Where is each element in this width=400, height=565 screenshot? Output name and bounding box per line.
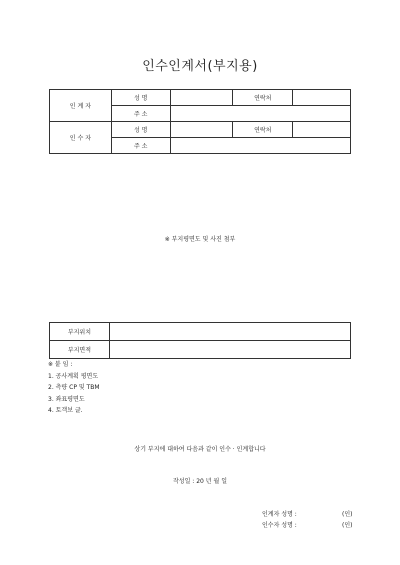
attachment-item: 1. 공사계획 평면도 bbox=[48, 372, 99, 380]
site-location-label: 부지위치 bbox=[50, 323, 110, 341]
site-location-value[interactable] bbox=[109, 323, 350, 341]
giver-label: 인 계 자 bbox=[50, 90, 112, 122]
receiver-signature-label: 인수자 성명 : bbox=[262, 522, 297, 529]
giver-address-value[interactable] bbox=[170, 106, 350, 122]
site-area-value[interactable] bbox=[109, 341, 350, 359]
receiver-address-value[interactable] bbox=[170, 138, 350, 154]
giver-signature-line bbox=[262, 509, 353, 518]
giver-contact-label: 연락처 bbox=[233, 90, 293, 106]
site-area-label: 부지면적 bbox=[50, 341, 110, 359]
receiver-name-value[interactable] bbox=[170, 122, 233, 138]
attachment-item: 2. 측량 CP 및 TBM bbox=[48, 384, 100, 391]
attachments-heading: ※ 붙 임 : bbox=[48, 361, 73, 368]
attachments bbox=[48, 359, 100, 417]
photo-attachment-note: ※ 부지평면도 및 사진 첨부 bbox=[164, 236, 236, 243]
receiver-seal-mark: (인) bbox=[342, 522, 353, 529]
attachment-item: 3. 좌표평면도 bbox=[48, 395, 85, 403]
document-title: 인수인계서(부지용) bbox=[142, 59, 258, 74]
giver-address-label: 주 소 bbox=[111, 106, 170, 122]
attachment-item: 4. 토객보 글. bbox=[48, 407, 83, 414]
receiver-contact-value[interactable] bbox=[293, 122, 351, 138]
site-table bbox=[49, 322, 351, 359]
receiver-address-label: 주 소 bbox=[111, 138, 170, 154]
giver-name-value[interactable] bbox=[170, 90, 233, 106]
giver-signature-label: 인계자 성명 : bbox=[262, 511, 297, 518]
receiver-contact-label: 연락처 bbox=[233, 122, 293, 138]
giver-contact-value[interactable] bbox=[293, 90, 351, 106]
receiver-signature-line bbox=[262, 520, 353, 529]
giver-name-label: 성 명 bbox=[111, 90, 170, 106]
giver-seal-mark: (인) bbox=[342, 511, 353, 518]
receiver-label: 인 수 자 bbox=[50, 122, 112, 154]
handover-statement: 상기 부지에 대하여 다음과 같이 인수 · 인계합니다 bbox=[134, 446, 266, 453]
receiver-name-label: 성 명 bbox=[111, 122, 170, 138]
transfer-table bbox=[49, 89, 351, 154]
date-line: 작성일 : 20 년 월 일 bbox=[173, 478, 227, 485]
